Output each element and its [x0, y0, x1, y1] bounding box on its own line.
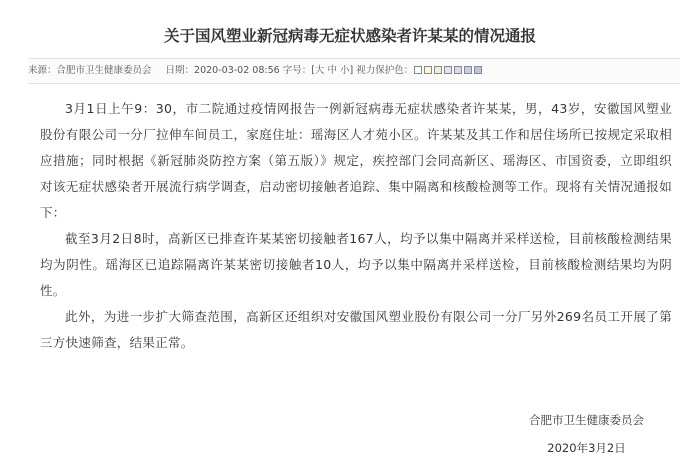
font-size-medium-button[interactable]: 中: [327, 65, 337, 76]
color-swatch[interactable]: [474, 66, 482, 74]
signature-org: 合肥市卫生健康委员会: [529, 413, 644, 427]
source-value: 合肥市卫生健康委员会: [56, 65, 152, 76]
signature-block: [529, 406, 644, 462]
color-swatch[interactable]: [424, 66, 432, 74]
paragraph: 此外，为进一步扩大筛查范围，高新区还组织对安徽国风塑业股份有限公司一分厂另外269名员工开展了第三方快速筛查，结果正常。: [40, 309, 672, 350]
font-size-large-button[interactable]: 大: [314, 65, 325, 76]
source-label: 来源：: [28, 65, 57, 76]
color-swatch[interactable]: [434, 66, 442, 74]
color-swatch[interactable]: [464, 66, 472, 74]
color-swatch[interactable]: [454, 66, 462, 74]
date-label: 日期：: [165, 65, 195, 76]
eye-protection-swatches: [413, 65, 483, 76]
eye-protection-label: 视力保护色：: [356, 65, 414, 76]
article-title: 关于国风塑业新冠病毒无症状感染者许某某的情况通报: [163, 27, 536, 45]
color-swatch[interactable]: [444, 66, 452, 74]
paragraph: 截至3月2日8时，高新区已排查许某某密切接触者167人，均予以集中隔离并采样送检，目前核酸检测结果均为阴性。瑶海区已追踪隔离许某某密切接触者10人，均予以集中隔离并采样送检，目前核酸检测结果均为阴性。: [40, 231, 672, 298]
color-swatch[interactable]: [414, 66, 422, 74]
article-body: [40, 96, 672, 356]
date-value: 2020-03-02 08:56: [194, 65, 280, 76]
signature-date: 2020年3月2日: [547, 441, 626, 455]
paragraph: 3月1日上午9：30，市二院通过疫情网报告一例新冠病毒无症状感染者许某某，男，43岁，安徽国风塑业股份有限公司一分厂拉伸车间员工，家庭住址：瑶海区人才苑小区。许某某及其工作和居住场所已按规定采取相应措施；同时根据《新冠肺炎防控方案（第五版）》规定，疾控部门会同高新区、瑶海区、市国资委，立即组织对该无症状感染者开展流行病学调查，启动密切接触者追踪、集中隔离和核酸检测等工作。现将有关情况通报如下：: [40, 101, 672, 220]
font-size-label: 字号：: [282, 65, 312, 76]
font-size-small-button[interactable]: 小: [340, 65, 350, 76]
article-meta-bar: 来源：合肥市卫生健康委员会 日期：2020-03-02 08:56 字号：[大 中 小] 视力保护色：: [28, 58, 680, 84]
